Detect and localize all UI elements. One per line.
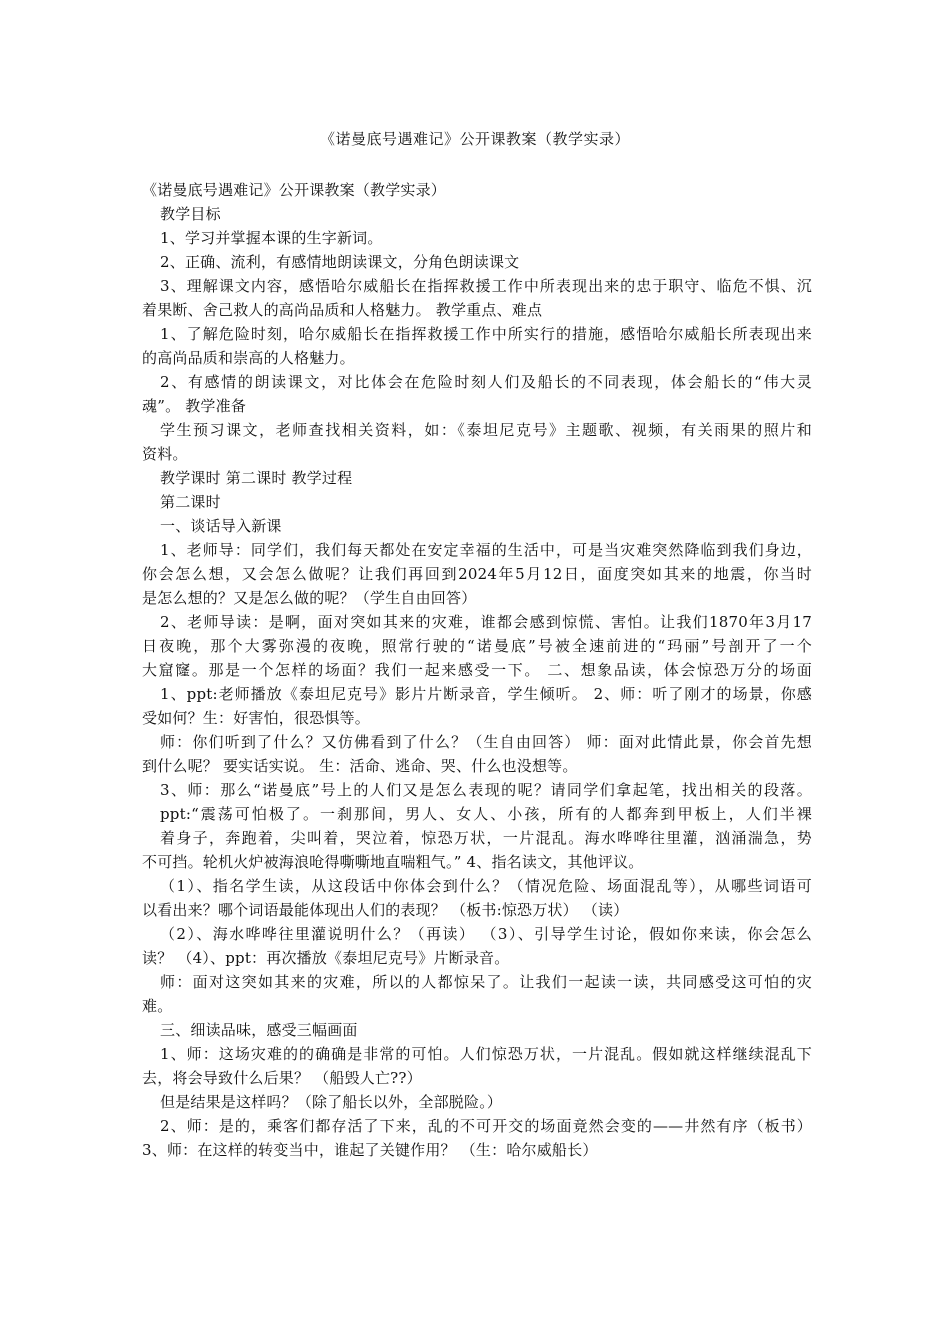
text-line: 魂”。 教学准备 (142, 397, 247, 415)
text-line: 3、理解课文内容，感悟哈尔威船长在指挥救援工作中所表现出来的忠于职守、临危不惧、沉 (160, 277, 812, 295)
text-line: 1、学习并掌握本课的生字新词。 (160, 229, 383, 247)
text-line: 3、师：在这样的转变当中，谁起了关键作用？ （生：哈尔威船长） (142, 1141, 598, 1159)
text-line: 1、了解危险时刻，哈尔威船长在指挥救援工作中所实行的措施，感悟哈尔威船长所表现出来 (160, 325, 812, 343)
text-line: 学生预习课文，老师查找相关资料，如：《泰坦尼克号》主题歌、视频，有关雨果的照片和 (160, 421, 812, 439)
text-line: 2、正确、流利，有感情地朗读课文，分角色朗读课文 (160, 253, 520, 271)
text-line: 日夜晚，那个大雾弥漫的夜晚，照常行驶的“诺曼底”号被全速前进的“玛丽”号剖开了一个 (142, 637, 812, 655)
text-line: （2）、海水哗哗往里灌说明什么？（再读） （3）、引导学生讨论，假如你来读，你会怎么 (160, 925, 812, 943)
text-line: 师：面对这突如其来的灾难，所以的人都惊呆了。让我们一起读一读，共同感受这可怕的灾 (160, 973, 812, 991)
text-line: 到什么呢？ 要实话实说。 生：活命、逃命、哭、什么也没想等。 (142, 757, 578, 775)
text-line: 2、有感情的朗读课文，对比体会在危险时刻人们及船长的不同表现，体会船长的“伟大灵 (160, 373, 812, 391)
text-line: 不可挡。轮机火炉被海浪呛得嘶嘶地直喘粗气。” 4、指名读文，其他评议。 (142, 853, 644, 871)
text-line: 2、老师导读：是啊，面对突如其来的灾难，谁都会感到惊慌、害怕。让我们1870年3月17 (160, 613, 812, 631)
document-body (142, 178, 812, 1162)
text-line: 一、谈话导入新课 (160, 517, 282, 535)
text-line: 去，将会导致什么后果？ （船毁人亡??） (142, 1069, 422, 1087)
text-line: 着身子，奔跑着，尖叫着，哭泣着，惊恐万状，一片混乱。海水哗哗往里灌，汹涌湍急，势 (160, 829, 812, 847)
text-line: 第二课时 (160, 493, 221, 511)
text-line: 1、老师导：同学们，我们每天都处在安定幸福的生活中，可是当灾难突然降临到我们身边， (160, 541, 812, 559)
text-line: 你会怎么想，又会怎么做呢？让我们再回到2024年5月12日，面度突如其来的地震，你当时 (142, 565, 812, 583)
text-line: 2、师：是的，乘客们都存活了下来，乱的不可开交的场面竟然会变的——井然有序（板书） (160, 1117, 812, 1135)
text-line: 《诺曼底号遇难记》公开课教案（教学实录） (142, 181, 447, 199)
text-line: 着果断、舍己救人的高尚品质和人格魅力。 教学重点、难点 (142, 301, 543, 319)
text-line: 教学课时 第二课时 教学过程 (160, 469, 353, 487)
text-line: 3、师：那么“诺曼底”号上的人们又是怎么表现的呢？请同学们拿起笔，找出相关的段落。 (160, 781, 812, 799)
text-line: 教学目标 (160, 205, 221, 223)
text-line: 师：你们听到了什么？又仿佛看到了什么？（生自由回答） 师：面对此情此景，你会首先想 (160, 733, 812, 751)
text-line: 难。 (142, 997, 173, 1015)
text-line: ppt:“震荡可怕极了。一刹那间，男人、女人、小孩，所有的人都奔到甲板上，人们半裸 (160, 805, 812, 823)
text-line: 读？ （4）、ppt：再次播放《泰坦尼克号》片断录音。 (142, 949, 510, 967)
text-line: 资料。 (142, 445, 188, 463)
text-line: 1、师：这场灾难的的确确是非常的可怕。人们惊恐万状，一片混乱。假如就这样继续混乱下 (160, 1045, 812, 1063)
page-title: 《诺曼底号遇难记》公开课教案（教学实录） (319, 130, 630, 148)
text-line: 受如何？生：好害怕，很恐惧等。 (142, 709, 371, 727)
text-line: 大窟窿。那是一个怎样的场面？我们一起来感受一下。 二、想象品读，体会惊恐万分的场面 (142, 661, 812, 679)
text-line: 1、ppt:老师播放《泰坦尼克号》影片片断录音，学生倾听。 2、师：听了刚才的场景，你感 (160, 685, 812, 703)
text-line: 以看出来？哪个词语最能体现出人们的表现？ （板书:惊恐万状） （读） (142, 901, 629, 919)
text-line: 三、细读品味，感受三幅画面 (160, 1021, 358, 1039)
text-line: 的高尚品质和崇高的人格魅力。 (142, 349, 355, 367)
text-line: 但是结果是这样吗？（除了船长以外，全部脱险。） (160, 1093, 503, 1111)
text-line: （1）、指名学生读，从这段话中你体会到什么？（情况危险、场面混乱等），从哪些词语可 (160, 877, 812, 895)
text-line: 是怎么想的？又是怎么做的呢？（学生自由回答） (142, 589, 477, 607)
